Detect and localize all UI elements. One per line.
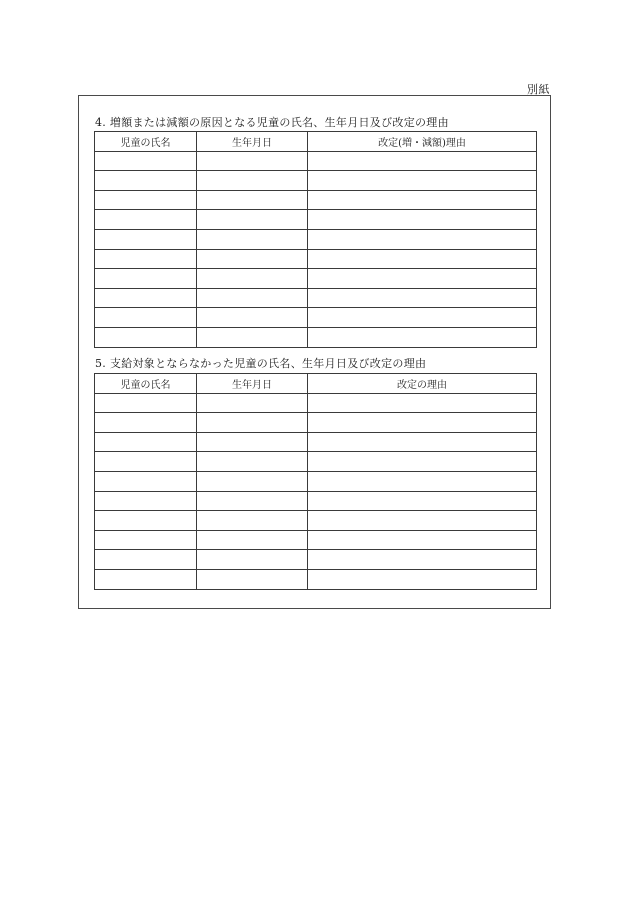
table-row <box>95 452 537 472</box>
column-header-child-name: 児童の氏名 <box>95 374 197 394</box>
table-row <box>95 432 537 452</box>
table-row <box>95 511 537 531</box>
revision-reason-cell[interactable] <box>308 327 537 347</box>
table-row <box>95 190 537 210</box>
table-row <box>95 471 537 491</box>
revision-reason-cell[interactable] <box>308 190 537 210</box>
birth-date-cell[interactable] <box>197 432 308 452</box>
revision-reason-cell[interactable] <box>308 491 537 511</box>
revision-reason-cell[interactable] <box>308 171 537 191</box>
table-row <box>95 569 537 589</box>
birth-date-cell[interactable] <box>197 452 308 472</box>
birth-date-cell[interactable] <box>197 190 308 210</box>
revision-reason-cell[interactable] <box>308 569 537 589</box>
birth-date-cell[interactable] <box>197 413 308 433</box>
birth-date-cell[interactable] <box>197 269 308 289</box>
revision-reason-cell[interactable] <box>308 229 537 249</box>
birth-date-cell[interactable] <box>197 229 308 249</box>
revision-reason-cell[interactable] <box>308 308 537 328</box>
table-header-row <box>95 132 537 152</box>
child-name-cell[interactable] <box>95 413 197 433</box>
revision-reason-cell[interactable] <box>308 269 537 289</box>
birth-date-cell[interactable] <box>197 288 308 308</box>
child-name-cell[interactable] <box>95 491 197 511</box>
birth-date-cell[interactable] <box>197 308 308 328</box>
child-name-cell[interactable] <box>95 550 197 570</box>
column-header-birth-date: 生年月日 <box>197 374 308 394</box>
revision-reason-cell[interactable] <box>308 288 537 308</box>
section-5-table <box>94 373 537 590</box>
table-row <box>95 550 537 570</box>
child-name-cell[interactable] <box>95 151 197 171</box>
section-5-table-body <box>95 393 537 589</box>
child-name-cell[interactable] <box>95 452 197 472</box>
child-name-cell[interactable] <box>95 171 197 191</box>
revision-reason-cell[interactable] <box>308 550 537 570</box>
revision-reason-cell[interactable] <box>308 393 537 413</box>
column-header-revision-reason: 改定(増・減額)理由 <box>308 132 537 152</box>
birth-date-cell[interactable] <box>197 511 308 531</box>
birth-date-cell[interactable] <box>197 249 308 269</box>
child-name-cell[interactable] <box>95 210 197 230</box>
birth-date-cell[interactable] <box>197 550 308 570</box>
table-row <box>95 249 537 269</box>
child-name-cell[interactable] <box>95 288 197 308</box>
table-row <box>95 327 537 347</box>
revision-reason-cell[interactable] <box>308 452 537 472</box>
table-row <box>95 413 537 433</box>
child-name-cell[interactable] <box>95 471 197 491</box>
column-header-birth-date: 生年月日 <box>197 132 308 152</box>
child-name-cell[interactable] <box>95 530 197 550</box>
child-name-cell[interactable] <box>95 190 197 210</box>
revision-reason-cell[interactable] <box>308 432 537 452</box>
birth-date-cell[interactable] <box>197 171 308 191</box>
section-5-title: 5. 支給対象とならなかった児童の氏名、生年月日及び改定の理由 <box>95 357 427 370</box>
child-name-cell[interactable] <box>95 269 197 289</box>
birth-date-cell[interactable] <box>197 393 308 413</box>
table-row <box>95 210 537 230</box>
child-name-cell[interactable] <box>95 569 197 589</box>
attachment-label: 別紙 <box>527 83 550 96</box>
child-name-cell[interactable] <box>95 249 197 269</box>
section-4-title: 4. 増額または減額の原因となる児童の氏名、生年月日及び改定の理由 <box>95 116 449 129</box>
revision-reason-cell[interactable] <box>308 210 537 230</box>
revision-reason-cell[interactable] <box>308 151 537 171</box>
table-row <box>95 151 537 171</box>
child-name-cell[interactable] <box>95 511 197 531</box>
birth-date-cell[interactable] <box>197 327 308 347</box>
section-4-table-body <box>95 151 537 347</box>
table-row <box>95 491 537 511</box>
table-row <box>95 530 537 550</box>
birth-date-cell[interactable] <box>197 569 308 589</box>
table-row <box>95 393 537 413</box>
birth-date-cell[interactable] <box>197 151 308 171</box>
table-row <box>95 269 537 289</box>
birth-date-cell[interactable] <box>197 210 308 230</box>
revision-reason-cell[interactable] <box>308 413 537 433</box>
table-row <box>95 171 537 191</box>
table-row <box>95 288 537 308</box>
revision-reason-cell[interactable] <box>308 249 537 269</box>
table-row <box>95 229 537 249</box>
child-name-cell[interactable] <box>95 432 197 452</box>
child-name-cell[interactable] <box>95 229 197 249</box>
column-header-child-name: 児童の氏名 <box>95 132 197 152</box>
revision-reason-cell[interactable] <box>308 471 537 491</box>
table-header-row <box>95 374 537 394</box>
child-name-cell[interactable] <box>95 308 197 328</box>
child-name-cell[interactable] <box>95 393 197 413</box>
revision-reason-cell[interactable] <box>308 511 537 531</box>
birth-date-cell[interactable] <box>197 530 308 550</box>
revision-reason-cell[interactable] <box>308 530 537 550</box>
birth-date-cell[interactable] <box>197 471 308 491</box>
column-header-revision-reason: 改定の理由 <box>308 374 537 394</box>
child-name-cell[interactable] <box>95 327 197 347</box>
table-row <box>95 308 537 328</box>
section-4-table <box>94 131 537 348</box>
birth-date-cell[interactable] <box>197 491 308 511</box>
